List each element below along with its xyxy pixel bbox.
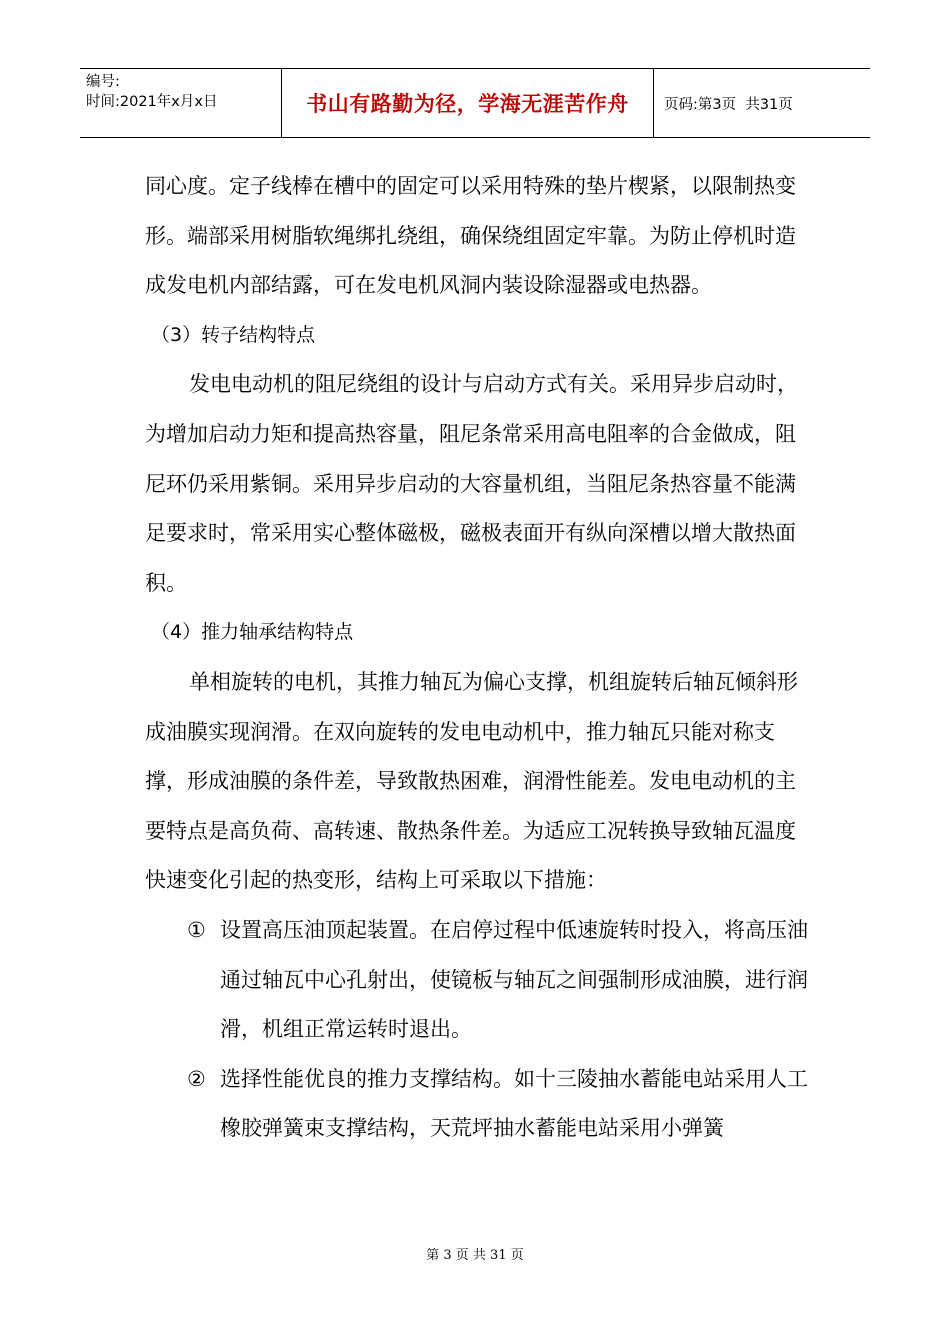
page-header [80, 68, 870, 138]
header-meta [80, 69, 282, 137]
list-item [145, 906, 815, 1055]
document-number-label: 编号: [86, 74, 120, 90]
page-footer: 第 3 页 共 31 页 [426, 1248, 524, 1263]
paragraph: 单相旋转的电机，其推力轴瓦为偏心支撑，机组旋转后轴瓦倾斜形成油膜实现润滑。在双向旋转的发电电动机中，推力轴瓦只能对称支撑，形成油膜的条件差，导致散热困难，润滑性能差。发电电动机的主要特点是高负荷、高转速、散热条件差。为适应工况转换导致轴瓦温度快速变化引起的热变形，结构上可采取以下措施： [145, 669, 798, 893]
list-item-text: 设置高压油顶起装置。在启停过程中低速旋转时投入，将高压油通过轴瓦中心孔射出，使镜板与轴瓦之间强制形成油膜，进行润滑，机组正常运转时退出。 [220, 917, 808, 1042]
list-marker: ① [187, 917, 206, 942]
document-body [145, 162, 815, 1154]
header-page-info: 页码:第3页 共31页 [664, 96, 793, 113]
paragraph: 发电电动机的阻尼绕组的设计与启动方式有关。采用异步启动时，为增加启动力矩和提高热容量，阻尼条常采用高电阻率的合金做成，阻尼环仍采用紫铜。采用异步启动的大容量机组，当阻尼条热容量不能满足要求时，常采用实心整体磁极，磁极表面开有纵向深槽以增大散热面积。 [145, 372, 798, 595]
list-item-text: 选择性能优良的推力支撑结构。如十三陵抽水蓄能电站采用人工橡胶弹簧束支撑结构，天荒坪抽水蓄能电站采用小弹簧 [220, 1066, 808, 1141]
document-date: 时间:2021年x月x日 [86, 94, 218, 110]
section-heading: （3）转子结构特点 [151, 323, 316, 346]
list-marker: ② [187, 1066, 206, 1091]
header-motto: 书山有路勤为径，学海无涯苦作舟 [282, 69, 654, 137]
section-heading: （4）推力轴承结构特点 [151, 621, 354, 644]
list-item [145, 1055, 815, 1154]
paragraph: 同心度。定子线棒在槽中的固定可以采用特殊的垫片楔紧，以限制热变形。端部采用树脂软绳绑扎绕组，确保绕组固定牢靠。为防止停机时造成发电机内部结露，可在发电机风洞内装设除湿器或电热器。 [145, 174, 796, 298]
